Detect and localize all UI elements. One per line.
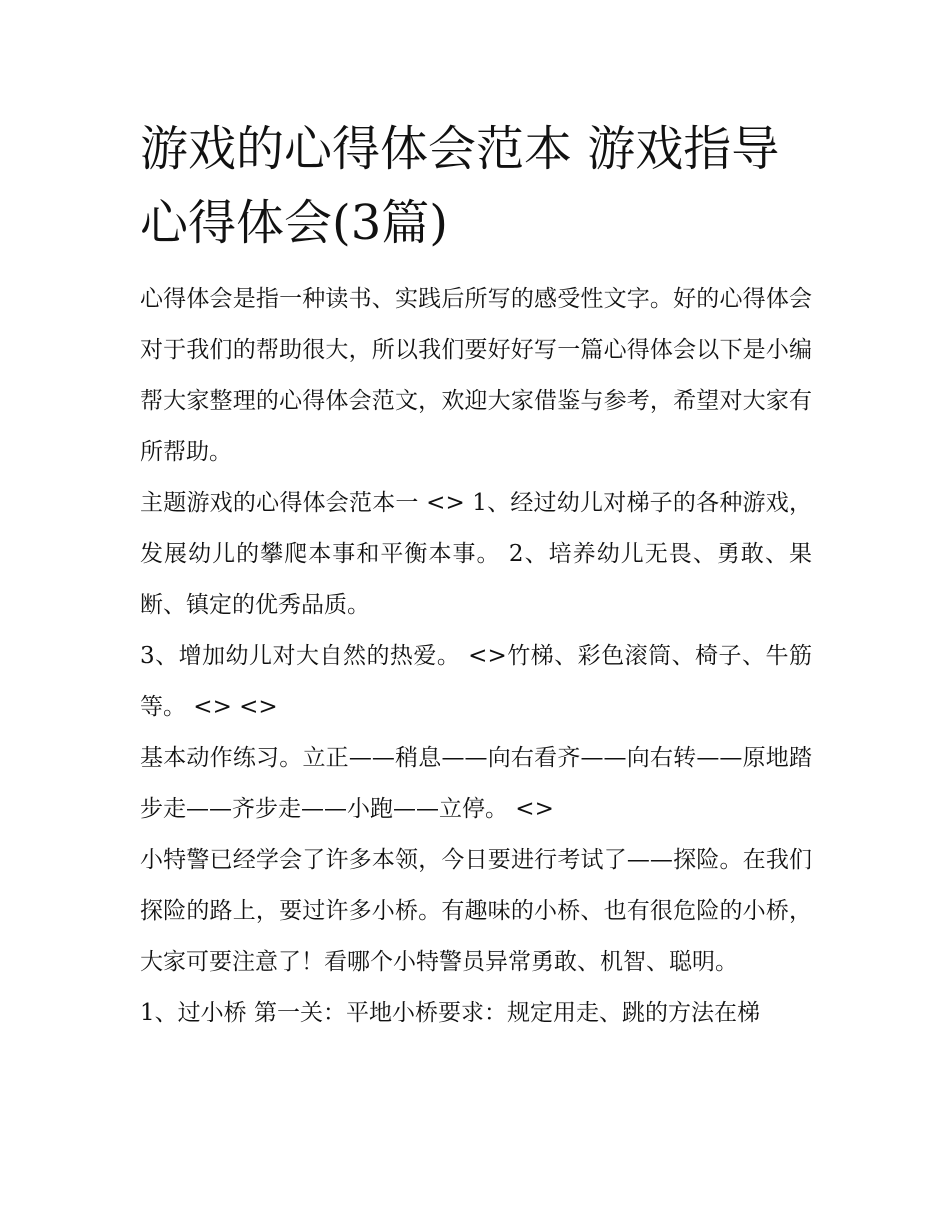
paragraph-warmup: 基本动作练习。立正——稍息——向右看齐——向右转——原地踏步走——齐步走——小跑——立停。 <> bbox=[140, 745, 812, 822]
paragraph-story: 小特警已经学会了许多本领，今日要进行考试了——探险。在我们探险的路上，要过许多小桥。有趣味的小桥、也有很危险的小桥，大家可要注意了！看哪个小特警员异常勇敢、机智、聪明。 bbox=[140, 847, 812, 975]
document-title: 游戏的心得体会范本 游戏指导心得体会(3篇) bbox=[140, 121, 780, 251]
paragraph-goals: 主题游戏的心得体会范本一 <> 1、经过幼儿对梯子的各种游戏，发展幼儿的攀爬本事和平衡本事。 2、培养幼儿无畏、勇敢、果断、镇定的优秀品质。 bbox=[140, 490, 812, 618]
paragraph-materials: 3、增加幼儿对大自然的热爱。 <>竹梯、彩色滚筒、椅子、牛筋等。 <> <> bbox=[140, 643, 812, 720]
paragraph-intro: 心得体会是指一种读书、实践后所写的感受性文字。好的心得体会对于我们的帮助很大，所以我们要好好写一篇心得体会以下是小编帮大家整理的心得体会范文，欢迎大家借鉴与参考，希望对大家有所帮助。 bbox=[140, 286, 812, 465]
document-page bbox=[140, 112, 812, 1039]
paragraph-bridge: 1、过小桥 第一关：平地小桥要求：规定用走、跳的方法在梯 bbox=[140, 1000, 760, 1026]
